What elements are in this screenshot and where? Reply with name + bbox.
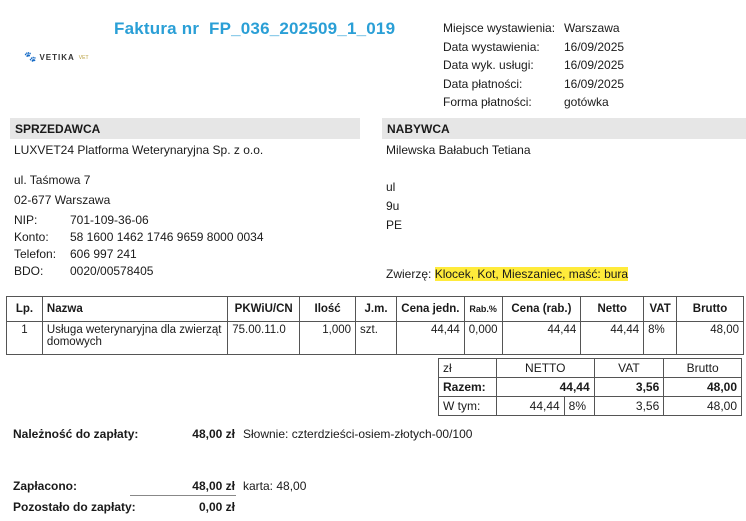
amount-due-label: Należność do zapłaty: — [13, 427, 139, 441]
logo-text: VETIKA — [39, 53, 75, 62]
cell-jm: szt. — [356, 322, 397, 355]
meta-key: Data wyk. usługi: — [443, 58, 534, 73]
summary-table — [438, 358, 742, 416]
meta-value: 16/09/2025 — [564, 76, 625, 91]
table-row — [7, 322, 744, 355]
paid-value: 48,00 zł — [192, 479, 235, 493]
animal-info — [386, 267, 628, 281]
column-header: Rab.% — [464, 297, 502, 322]
meta-value: 16/09/2025 — [564, 39, 625, 54]
seller-field — [14, 262, 264, 279]
field-key: NIP: — [14, 212, 38, 227]
buyer-address-line: 9u — [386, 199, 400, 213]
column-header: Nazwa — [42, 297, 227, 322]
meta-key: Data płatności: — [443, 76, 523, 91]
animal-label: Zwierzę: — [386, 267, 432, 281]
cell-netto: 44,44 — [581, 322, 644, 355]
summary-breakdown-rate: 8% — [564, 397, 594, 416]
items-table — [6, 296, 744, 355]
field-value: 606 997 241 — [70, 246, 137, 261]
buyer-address-line: PE — [386, 218, 403, 232]
summary-breakdown-vat: 3,56 — [594, 397, 664, 416]
meta-key: Miejsce wystawienia: — [443, 21, 556, 36]
cell-pkwiu: 75.00.11.0 — [228, 322, 300, 355]
summary-breakdown-netto: 44,44 — [496, 397, 564, 416]
field-value: 58 1600 1462 1746 9659 8000 0034 — [70, 229, 264, 244]
seller-city: 02-677 Warszawa — [14, 193, 111, 207]
seller-name: LUXVET24 Platforma Weterynaryjna Sp. z o.o. — [14, 143, 264, 157]
field-key: Telefon: — [14, 246, 57, 261]
seller-header: SPRZEDAWCA — [10, 118, 360, 139]
meta-row — [443, 93, 624, 112]
logo-subtext: VET — [78, 54, 89, 61]
meta-key: Data wystawienia: — [443, 39, 540, 54]
field-key: BDO: — [14, 263, 44, 278]
amount-due-value: 48,00 zł — [192, 427, 235, 441]
field-key: Konto: — [14, 229, 49, 244]
field-value: 701-109-36-06 — [70, 212, 149, 227]
paid-underline — [130, 495, 236, 496]
remaining-value: 0,00 zł — [198, 500, 235, 514]
invoice-title: Faktura nr FP_036_202509_1_019 — [114, 19, 396, 38]
seller-field — [14, 211, 264, 228]
summary-total-brutto: 48,00 — [664, 378, 742, 397]
buyer-header: NABYWCA — [382, 118, 746, 139]
summary-breakdown-row — [439, 397, 742, 416]
column-header: J.m. — [356, 297, 397, 322]
cell-nazwa: Usługa weterynaryjna dla zwierząt domowych — [42, 322, 227, 355]
meta-row — [443, 56, 624, 75]
amount-in-words: Słownie: czterdzieści-osiem-złotych-00/100 — [243, 427, 473, 441]
meta-key: Forma płatności: — [443, 95, 532, 110]
meta-value: 16/09/2025 — [564, 58, 625, 73]
summary-total-vat: 3,56 — [594, 378, 664, 397]
buyer-name: Milewska Bałabuch Tetiana — [386, 143, 531, 157]
animal-value: Klocek, Kot, Mieszaniec, maść: bura — [434, 267, 629, 281]
cell-lp: 1 — [7, 322, 43, 355]
cell-brutto: 48,00 — [677, 322, 744, 355]
cell-rabat: 0,000 — [464, 322, 502, 355]
column-header: Ilość — [300, 297, 356, 322]
remaining-label: Pozostało do zapłaty: — [13, 500, 136, 514]
seller-field — [14, 228, 264, 245]
column-header: PKWiU/CN — [228, 297, 300, 322]
meta-value: Warszawa — [564, 21, 620, 36]
cell-vat: 8% — [644, 322, 677, 355]
meta-value: gotówka — [564, 95, 609, 110]
invoice-meta — [443, 19, 624, 112]
summary-breakdown-brutto: 48,00 — [664, 397, 742, 416]
paw-icon: 🐾 — [24, 52, 37, 63]
summary-header-brutto: Brutto — [664, 359, 742, 378]
summary-header-row — [439, 359, 742, 378]
table-header-row — [7, 297, 744, 322]
summary-total-row — [439, 378, 742, 397]
meta-row — [443, 38, 624, 57]
summary-currency: zł — [439, 359, 497, 378]
summary-total-netto: 44,44 — [496, 378, 594, 397]
paid-method: karta: 48,00 — [243, 479, 307, 493]
paid-label: Zapłacono: — [13, 479, 78, 493]
buyer-address-line: ul — [386, 180, 396, 194]
summary-header-vat: VAT — [594, 359, 664, 378]
summary-breakdown-label: W tym: — [439, 397, 497, 416]
column-header: Cena jedn. — [396, 297, 464, 322]
meta-row — [443, 75, 624, 94]
column-header: Netto — [581, 297, 644, 322]
column-header: Brutto — [677, 297, 744, 322]
cell-ilosc: 1,000 — [300, 322, 356, 355]
summary-total-label: Razem: — [439, 378, 497, 397]
seller-street: ul. Taśmowa 7 — [14, 173, 91, 187]
meta-row — [443, 19, 624, 38]
seller-fields — [14, 211, 264, 279]
column-header: VAT — [644, 297, 677, 322]
cell-cena-rab: 44,44 — [502, 322, 581, 355]
seller-field — [14, 245, 264, 262]
column-header: Lp. — [7, 297, 43, 322]
column-header: Cena (rab.) — [502, 297, 581, 322]
field-value: 0020/00578405 — [70, 263, 154, 278]
company-logo — [24, 52, 89, 63]
cell-cena: 44,44 — [396, 322, 464, 355]
summary-header-netto: NETTO — [496, 359, 594, 378]
